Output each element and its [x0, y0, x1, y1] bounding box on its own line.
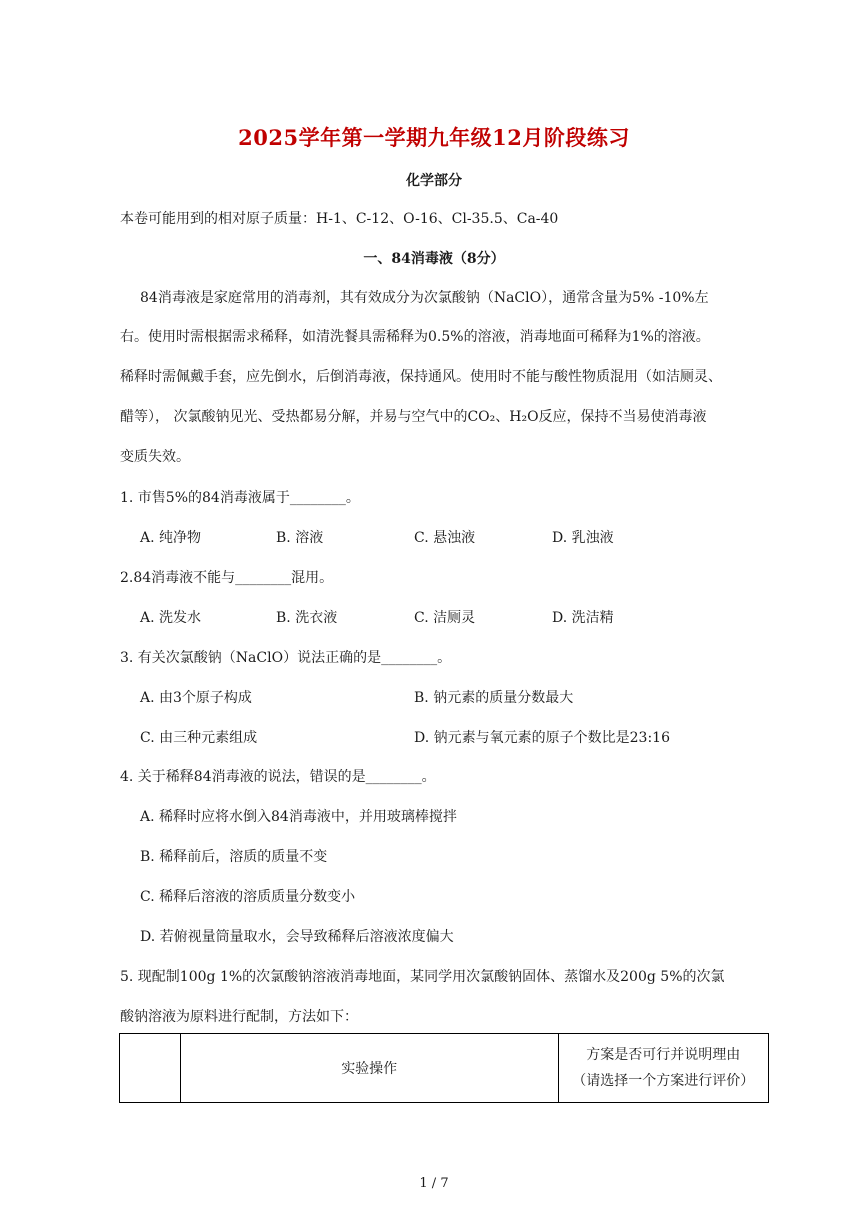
subject-heading: 化学部分	[406, 173, 462, 189]
q2-option-b: B. 洗衣液	[276, 610, 338, 626]
q4-option-c: C. 稀释后溶液的溶质质量分数变小	[140, 889, 356, 905]
page-title: 2025学年第一学期九年级12月阶段练习	[238, 125, 630, 150]
question-1-stem: 1. 市售5%的84消毒液属于________。	[120, 490, 360, 506]
table-header-blank	[120, 1034, 181, 1103]
q3-option-b: B. 钠元素的质量分数最大	[414, 690, 574, 706]
q3-option-a: A. 由3个原子构成	[140, 690, 252, 706]
question-5-line-2: 酸钠溶液为原料进行配制，方法如下：	[120, 1009, 358, 1025]
q4-option-a: A. 稀释时应将水倒入84消毒液中，并用玻璃棒搅拌	[140, 809, 457, 825]
intro-line-4: 醋等）， 次氯酸钠见光、受热都易分解，并易与空气中的CO₂、H₂O反应，保持不当易使消毒液	[120, 409, 707, 425]
q4-option-d: D. 若俯视量筒量取水，会导致稀释后溶液浓度偏大	[140, 929, 454, 945]
q2-option-a: A. 洗发水	[140, 610, 202, 626]
table-header-operation: 实验操作	[180, 1034, 558, 1103]
question-3-stem: 3. 有关次氯酸钠（NaClO）说法正确的是________。	[120, 650, 452, 666]
question-2-stem: 2.84消毒液不能与________混用。	[120, 570, 334, 586]
experiment-table	[119, 1033, 769, 1103]
table-header-evaluation	[558, 1034, 768, 1103]
intro-line-5: 变质失效。	[120, 449, 190, 465]
q1-option-a: A. 纯净物	[140, 530, 202, 546]
q1-option-b: B. 溶液	[276, 530, 324, 546]
question-4-stem: 4. 关于稀释84消毒液的说法，错误的是________。	[120, 769, 436, 785]
q3-option-d: D. 钠元素与氧元素的原子个数比是23:16	[414, 730, 670, 746]
q2-option-d: D. 洗洁精	[552, 610, 614, 626]
q1-option-d: D. 乳浊液	[552, 530, 614, 546]
q1-option-c: C. 悬浊液	[414, 530, 476, 546]
q2-option-c: C. 洁厕灵	[414, 610, 476, 626]
q4-option-b: B. 稀释前后，溶质的质量不变	[140, 849, 328, 865]
table-header-evaluation-line-2: （请选择一个方案进行评价）	[572, 1073, 755, 1089]
atomic-masses-note: 本卷可能用到的相对原子质量：H-1、C-12、O-16、Cl-35.5、Ca-40	[120, 211, 559, 227]
q3-option-c: C. 由三种元素组成	[140, 730, 258, 746]
intro-line-2: 右。使用时需根据需求稀释，如清洗餐具需稀释为0.5%的溶液，消毒地面可稀释为1%的溶液。	[120, 329, 710, 345]
page-number: 1 / 7	[419, 1176, 449, 1191]
section-heading: 一、84消毒液（8分）	[363, 251, 505, 267]
intro-line-3: 稀释时需佩戴手套，应先倒水，后倒消毒液，保持通风。使用时不能与酸性物质混用（如洁厕灵、	[120, 369, 722, 385]
table-header-row	[120, 1034, 769, 1103]
table-header-evaluation-line-1: 方案是否可行并说明理由	[586, 1047, 741, 1063]
question-5-line-1: 5. 现配制100g 1%的次氯酸钠溶液消毒地面，某同学用次氯酸钠固体、蒸馏水及200g 5%的次氯	[120, 969, 725, 985]
intro-line-1: 84消毒液是家庭常用的消毒剂，其有效成分为次氯酸钠（NaClO），通常含量为5% -10%左	[140, 290, 709, 306]
